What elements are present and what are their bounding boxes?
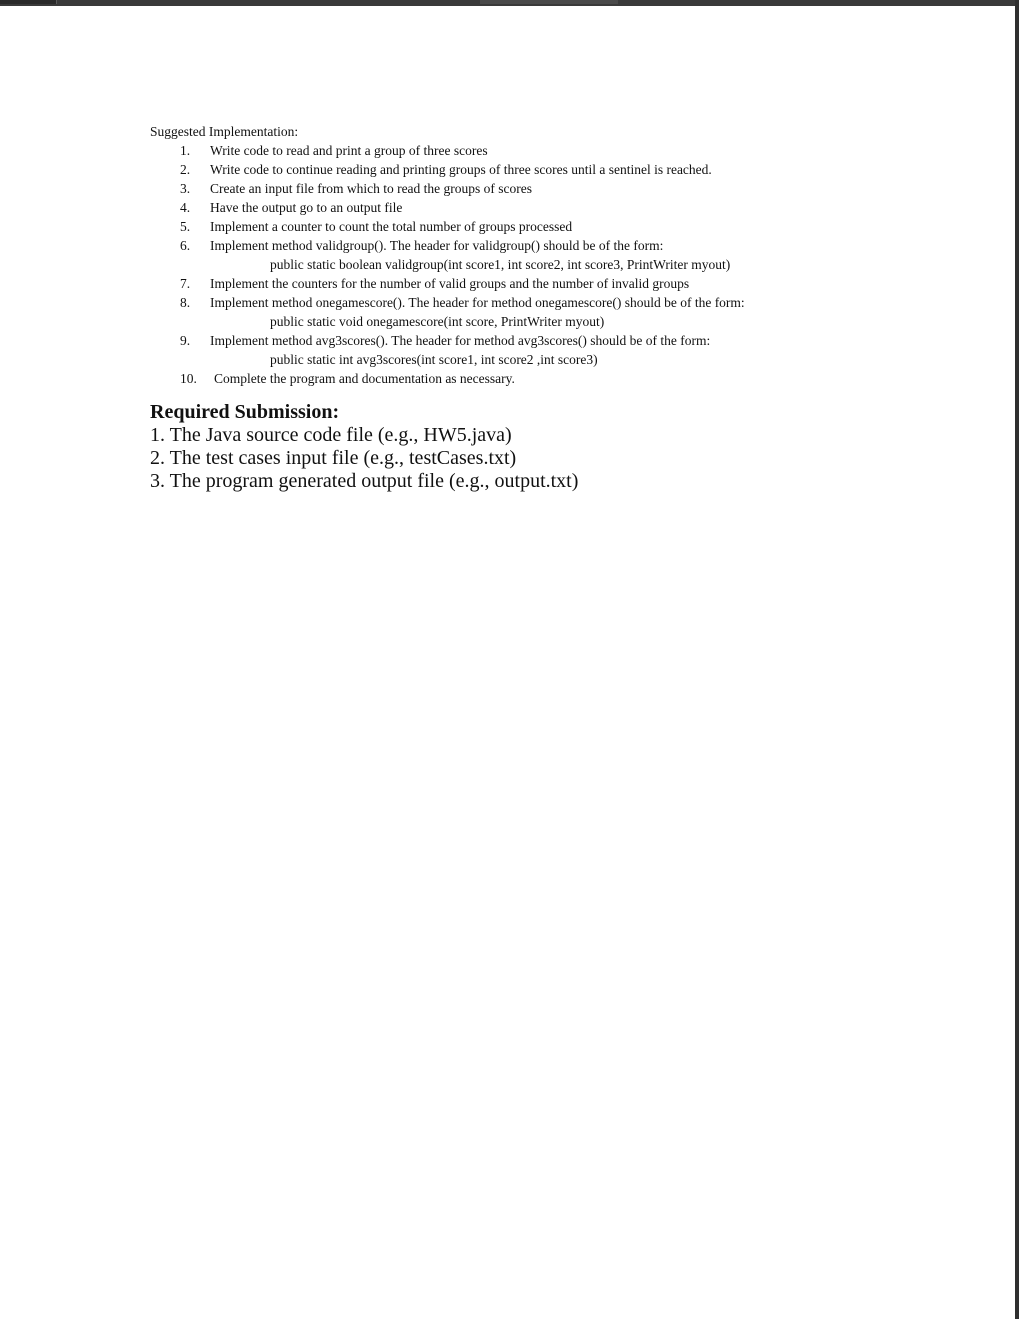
method-signature: public static boolean validgroup(int score1, int score2, int score3, PrintWriter myout) [270, 257, 731, 272]
implementation-steps-list [150, 141, 930, 388]
submission-item: 1. The Java source code file (e.g., HW5.java) [150, 424, 512, 446]
list-item [150, 369, 930, 388]
step-text: Implement method validgroup(). The header for validgroup() should be of the form: [210, 238, 664, 253]
step-number: 5. [180, 219, 191, 234]
list-item [150, 331, 930, 369]
method-signature: public static int avg3scores(int score1, int score2 ,int score3) [270, 352, 598, 367]
step-text: Create an input file from which to read the groups of scores [210, 181, 533, 196]
step-text: Write code to continue reading and printing groups of three scores until a sentinel is reached. [210, 162, 712, 177]
list-item [150, 217, 930, 236]
step-number: 3. [180, 181, 191, 196]
list-item [150, 160, 930, 179]
step-number: 6. [180, 238, 191, 253]
list-item [150, 293, 930, 331]
step-number: 10. [180, 371, 197, 386]
list-item [150, 236, 930, 274]
list-item [150, 141, 930, 160]
step-text: Write code to read and print a group of three scores [210, 143, 488, 158]
step-text: Complete the program and documentation as necessary. [214, 371, 515, 386]
method-signature: public static void onegamescore(int score, PrintWriter myout) [270, 314, 605, 329]
step-number: 7. [180, 276, 191, 291]
step-text: Implement method onegamescore(). The header for method onegamescore() should be of the form: [210, 295, 745, 310]
step-number: 8. [180, 295, 191, 310]
step-number: 9. [180, 333, 191, 348]
list-item [150, 274, 930, 293]
viewer-tab-left[interactable] [0, 0, 57, 4]
suggested-implementation-heading: Suggested Implementation: [150, 124, 299, 139]
viewer-right-border [1015, 0, 1019, 1319]
list-item [150, 198, 930, 217]
step-number: 1. [180, 143, 191, 158]
step-number: 2. [180, 162, 191, 177]
step-text: Implement a counter to count the total number of groups processed [210, 219, 573, 234]
page-content [150, 122, 930, 493]
step-text: Have the output go to an output file [210, 200, 403, 215]
step-text: Implement the counters for the number of valid groups and the number of invalid groups [210, 276, 690, 291]
step-text: Implement method avg3scores(). The header for method avg3scores() should be of the form: [210, 333, 711, 348]
submission-item: 3. The program generated output file (e.g., output.txt) [150, 470, 579, 492]
required-submission-heading: Required Submission: [150, 401, 340, 423]
list-item [150, 179, 930, 198]
step-number: 4. [180, 200, 191, 215]
submission-item: 2. The test cases input file (e.g., testCases.txt) [150, 447, 517, 469]
document-page [0, 6, 1015, 1319]
viewer-tab-middle[interactable] [480, 0, 618, 4]
